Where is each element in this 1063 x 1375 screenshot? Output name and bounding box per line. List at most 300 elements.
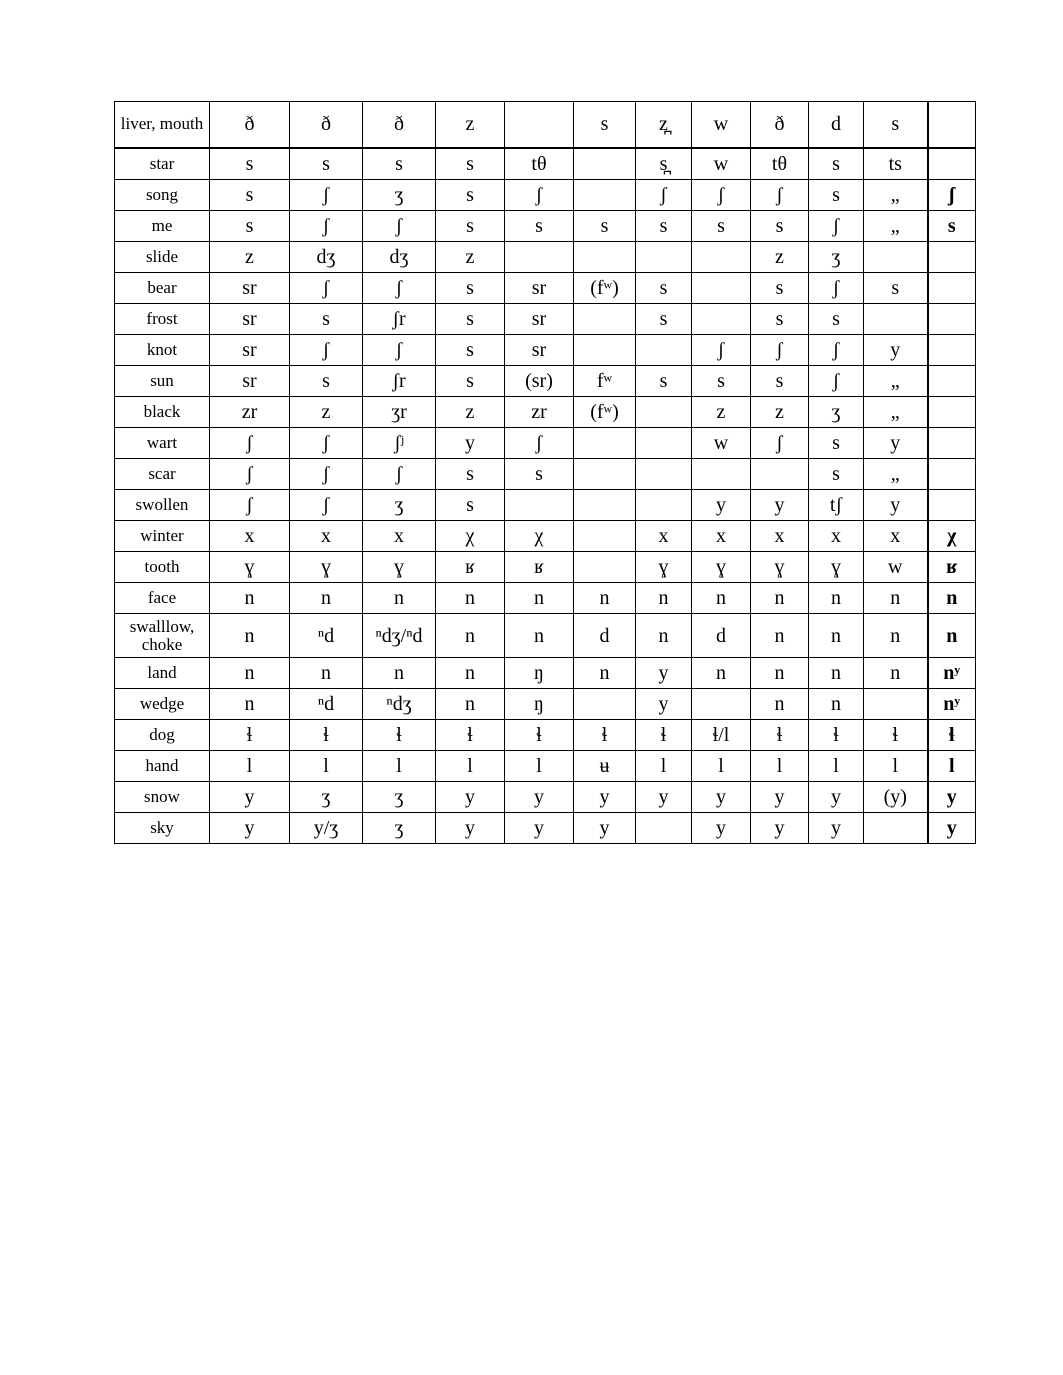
reconstruction-cell: y bbox=[928, 782, 976, 813]
reflex-cell: y bbox=[505, 813, 574, 844]
reflex-cell: w bbox=[692, 102, 751, 148]
reflex-cell: y/ʒ bbox=[290, 813, 363, 844]
reflex-cell bbox=[692, 459, 751, 490]
gloss-cell: me bbox=[115, 211, 210, 242]
reflex-cell: ʃ bbox=[290, 273, 363, 304]
reflex-cell: ʁ bbox=[436, 552, 505, 583]
reflex-cell: ʒ bbox=[290, 782, 363, 813]
reflex-cell: d bbox=[809, 102, 864, 148]
reflex-cell: l bbox=[636, 751, 692, 782]
reflex-cell: s̪ bbox=[636, 148, 692, 180]
correspondence-table bbox=[114, 101, 976, 844]
reflex-cell: ⁿd bbox=[290, 689, 363, 720]
reflex-cell: „ bbox=[864, 211, 928, 242]
reflex-cell: ʃ bbox=[636, 180, 692, 211]
table-row bbox=[115, 211, 976, 242]
reflex-cell: fʷ bbox=[574, 366, 636, 397]
reflex-cell: ɣ bbox=[636, 552, 692, 583]
reconstruction-cell: nʸ bbox=[928, 658, 976, 689]
reflex-cell: w bbox=[692, 148, 751, 180]
table-row bbox=[115, 273, 976, 304]
reflex-cell: n bbox=[636, 614, 692, 658]
reflex-cell: n bbox=[692, 583, 751, 614]
table-row bbox=[115, 148, 976, 180]
reflex-cell: n bbox=[636, 583, 692, 614]
table-row bbox=[115, 782, 976, 813]
reflex-cell: ʃ bbox=[290, 335, 363, 366]
reflex-cell: l bbox=[751, 751, 809, 782]
reflex-cell: „ bbox=[864, 459, 928, 490]
gloss-cell: bear bbox=[115, 273, 210, 304]
table-row bbox=[115, 490, 976, 521]
reflex-cell: ⁿdʒ bbox=[363, 689, 436, 720]
table-row bbox=[115, 751, 976, 782]
reflex-cell: ʃ bbox=[751, 428, 809, 459]
reflex-cell: ɬ bbox=[751, 720, 809, 751]
reflex-cell: y bbox=[574, 813, 636, 844]
reflex-cell bbox=[636, 459, 692, 490]
reflex-cell: ʃ bbox=[363, 211, 436, 242]
reflex-cell: l bbox=[363, 751, 436, 782]
reflex-cell bbox=[574, 490, 636, 521]
reflex-cell: y bbox=[436, 782, 505, 813]
reflex-cell: (fʷ) bbox=[574, 397, 636, 428]
reflex-cell: n bbox=[809, 614, 864, 658]
reflex-cell: z̪ bbox=[636, 102, 692, 148]
reflex-cell bbox=[574, 552, 636, 583]
reflex-cell: s bbox=[436, 180, 505, 211]
reflex-cell: ð bbox=[290, 102, 363, 148]
reflex-cell: ʃ bbox=[210, 459, 290, 490]
reflex-cell: y bbox=[636, 658, 692, 689]
reflex-cell: y bbox=[692, 490, 751, 521]
reflex-cell: ʃ bbox=[505, 428, 574, 459]
reflex-cell: zr bbox=[210, 397, 290, 428]
reflex-cell: n bbox=[290, 658, 363, 689]
reconstruction-cell bbox=[928, 102, 976, 148]
reflex-cell bbox=[692, 242, 751, 273]
reflex-cell: dʒ bbox=[363, 242, 436, 273]
reflex-cell: ɬ bbox=[574, 720, 636, 751]
reflex-cell: zr bbox=[505, 397, 574, 428]
reflex-cell: n bbox=[290, 583, 363, 614]
reflex-cell: z bbox=[290, 397, 363, 428]
reflex-cell: z bbox=[436, 102, 505, 148]
reconstruction-cell: s bbox=[928, 211, 976, 242]
reflex-cell: ʃ bbox=[809, 366, 864, 397]
reflex-cell: ɬ bbox=[636, 720, 692, 751]
reflex-cell: x bbox=[636, 521, 692, 552]
reflex-cell: sr bbox=[210, 273, 290, 304]
reflex-cell: s bbox=[436, 335, 505, 366]
reflex-cell bbox=[505, 490, 574, 521]
table-row bbox=[115, 720, 976, 751]
reflex-cell: n bbox=[751, 658, 809, 689]
reflex-cell: s bbox=[505, 211, 574, 242]
reflex-cell: s bbox=[809, 180, 864, 211]
reflex-cell: l bbox=[436, 751, 505, 782]
reflex-cell: ɣ bbox=[290, 552, 363, 583]
reflex-cell: ʃ bbox=[290, 428, 363, 459]
reflex-cell: n bbox=[809, 689, 864, 720]
gloss-cell: snow bbox=[115, 782, 210, 813]
reflex-cell: s bbox=[436, 148, 505, 180]
reconstruction-cell bbox=[928, 242, 976, 273]
reflex-cell: ʁ bbox=[505, 552, 574, 583]
gloss-cell: sun bbox=[115, 366, 210, 397]
reflex-cell: s bbox=[751, 211, 809, 242]
reflex-cell: n bbox=[210, 583, 290, 614]
reflex-cell: ɣ bbox=[751, 552, 809, 583]
table-row bbox=[115, 658, 976, 689]
table-row bbox=[115, 552, 976, 583]
reflex-cell bbox=[636, 335, 692, 366]
reflex-cell: l bbox=[809, 751, 864, 782]
reflex-cell: y bbox=[574, 782, 636, 813]
reflex-cell: ɬ bbox=[436, 720, 505, 751]
reflex-cell: ʃ bbox=[210, 428, 290, 459]
reflex-cell: ɬ bbox=[210, 720, 290, 751]
reflex-cell: y bbox=[436, 813, 505, 844]
table-row bbox=[115, 689, 976, 720]
reconstruction-cell bbox=[928, 335, 976, 366]
reflex-cell: sr bbox=[210, 335, 290, 366]
reconstruction-cell bbox=[928, 366, 976, 397]
reflex-cell: s bbox=[751, 273, 809, 304]
reflex-cell: n bbox=[436, 583, 505, 614]
reflex-cell: ʒ bbox=[809, 242, 864, 273]
reflex-cell: ŋ bbox=[505, 689, 574, 720]
table-row bbox=[115, 521, 976, 552]
reflex-cell bbox=[636, 397, 692, 428]
gloss-cell: wart bbox=[115, 428, 210, 459]
reflex-cell: sr bbox=[210, 366, 290, 397]
reconstruction-cell bbox=[928, 397, 976, 428]
reflex-cell: ʃ bbox=[751, 335, 809, 366]
reflex-cell: ʃ bbox=[809, 211, 864, 242]
reflex-cell: y bbox=[636, 782, 692, 813]
reflex-cell: n bbox=[505, 614, 574, 658]
reflex-cell: ð bbox=[751, 102, 809, 148]
reflex-cell: ʃ bbox=[809, 335, 864, 366]
reflex-cell: n bbox=[363, 583, 436, 614]
reflex-cell: ts bbox=[864, 148, 928, 180]
reflex-cell: χ bbox=[505, 521, 574, 552]
table-row bbox=[115, 428, 976, 459]
reflex-cell: ʒ bbox=[363, 813, 436, 844]
gloss-cell: song bbox=[115, 180, 210, 211]
reflex-cell bbox=[636, 813, 692, 844]
reflex-cell: s bbox=[636, 366, 692, 397]
reflex-cell: y bbox=[864, 428, 928, 459]
reflex-cell: l bbox=[505, 751, 574, 782]
reflex-cell: ʒ bbox=[363, 782, 436, 813]
reflex-cell: ʒ bbox=[809, 397, 864, 428]
reflex-cell: s bbox=[751, 304, 809, 335]
reflex-cell: n bbox=[864, 583, 928, 614]
reflex-cell: „ bbox=[864, 180, 928, 211]
reflex-cell: s bbox=[290, 366, 363, 397]
reflex-cell bbox=[636, 490, 692, 521]
reflex-cell: y bbox=[864, 335, 928, 366]
reconstruction-cell bbox=[928, 273, 976, 304]
reflex-cell: n bbox=[436, 689, 505, 720]
reconstruction-cell bbox=[928, 490, 976, 521]
reflex-cell: z bbox=[751, 397, 809, 428]
reflex-cell: ð bbox=[363, 102, 436, 148]
reflex-cell bbox=[574, 689, 636, 720]
reflex-cell: y bbox=[636, 689, 692, 720]
reflex-cell: y bbox=[751, 490, 809, 521]
table-row bbox=[115, 304, 976, 335]
reflex-cell: n bbox=[692, 658, 751, 689]
reflex-cell: s bbox=[290, 304, 363, 335]
reflex-cell: x bbox=[290, 521, 363, 552]
gloss-cell: scar bbox=[115, 459, 210, 490]
reflex-cell: y bbox=[864, 490, 928, 521]
reflex-cell: s bbox=[574, 102, 636, 148]
reflex-cell: n bbox=[210, 689, 290, 720]
reconstruction-cell bbox=[928, 459, 976, 490]
reflex-cell: (sr) bbox=[505, 366, 574, 397]
reflex-cell: ʉ bbox=[574, 751, 636, 782]
reconstruction-cell bbox=[928, 428, 976, 459]
reflex-cell: s bbox=[290, 148, 363, 180]
reflex-cell: s bbox=[436, 366, 505, 397]
reconstruction-cell: l bbox=[928, 751, 976, 782]
gloss-cell: star bbox=[115, 148, 210, 180]
reflex-cell: s bbox=[636, 211, 692, 242]
reflex-cell bbox=[864, 689, 928, 720]
reflex-cell: n bbox=[751, 583, 809, 614]
table-row bbox=[115, 242, 976, 273]
reflex-cell bbox=[692, 689, 751, 720]
reflex-cell: n bbox=[436, 614, 505, 658]
gloss-cell: black bbox=[115, 397, 210, 428]
reflex-cell: ʃ bbox=[290, 459, 363, 490]
reflex-cell: n bbox=[574, 658, 636, 689]
reflex-cell: s bbox=[210, 211, 290, 242]
reflex-cell: ʒ bbox=[363, 490, 436, 521]
reflex-cell: tθ bbox=[505, 148, 574, 180]
reflex-cell: ʃ bbox=[692, 335, 751, 366]
reflex-cell: w bbox=[692, 428, 751, 459]
reflex-cell: s bbox=[436, 273, 505, 304]
reflex-cell: y bbox=[692, 782, 751, 813]
table-row bbox=[115, 583, 976, 614]
reflex-cell bbox=[574, 428, 636, 459]
reflex-cell: d bbox=[574, 614, 636, 658]
reflex-cell: y bbox=[809, 782, 864, 813]
reflex-cell: x bbox=[809, 521, 864, 552]
reflex-cell: s bbox=[210, 148, 290, 180]
reflex-cell: s bbox=[636, 304, 692, 335]
reflex-cell: l bbox=[692, 751, 751, 782]
reflex-cell: x bbox=[363, 521, 436, 552]
reconstruction-cell: nʸ bbox=[928, 689, 976, 720]
table-body bbox=[115, 102, 976, 844]
reflex-cell: y bbox=[751, 782, 809, 813]
gloss-cell: knot bbox=[115, 335, 210, 366]
reflex-cell: n bbox=[751, 689, 809, 720]
reflex-cell: ɬ bbox=[290, 720, 363, 751]
table-row bbox=[115, 366, 976, 397]
gloss-cell: liver, mouth bbox=[115, 102, 210, 148]
gloss-cell: swollen bbox=[115, 490, 210, 521]
reflex-cell: (fʷ) bbox=[574, 273, 636, 304]
reflex-cell: n bbox=[809, 583, 864, 614]
reflex-cell: y bbox=[809, 813, 864, 844]
reflex-cell: ð bbox=[210, 102, 290, 148]
reflex-cell: n bbox=[505, 583, 574, 614]
reflex-cell: s bbox=[692, 366, 751, 397]
reflex-cell: „ bbox=[864, 397, 928, 428]
reflex-cell: s bbox=[436, 211, 505, 242]
reflex-cell: w bbox=[864, 552, 928, 583]
reconstruction-cell: n bbox=[928, 614, 976, 658]
reconstruction-cell: ʃ bbox=[928, 180, 976, 211]
reflex-cell: ɣ bbox=[363, 552, 436, 583]
reflex-cell: n bbox=[809, 658, 864, 689]
reconstruction-cell: y bbox=[928, 813, 976, 844]
reflex-cell: z bbox=[210, 242, 290, 273]
reflex-cell: s bbox=[751, 366, 809, 397]
table-row bbox=[115, 335, 976, 366]
reflex-cell: s bbox=[363, 148, 436, 180]
reflex-cell: ʒ bbox=[363, 180, 436, 211]
reflex-cell: z bbox=[436, 397, 505, 428]
reflex-cell: ʒr bbox=[363, 397, 436, 428]
reflex-cell: d bbox=[692, 614, 751, 658]
reflex-cell: s bbox=[436, 304, 505, 335]
reconstruction-cell: ɬ bbox=[928, 720, 976, 751]
reflex-cell: y bbox=[436, 428, 505, 459]
reflex-cell: x bbox=[751, 521, 809, 552]
reflex-cell: ʃ bbox=[751, 180, 809, 211]
reconstruction-cell bbox=[928, 148, 976, 180]
reflex-cell: n bbox=[864, 614, 928, 658]
reflex-cell: x bbox=[210, 521, 290, 552]
reflex-cell: ʃ bbox=[290, 180, 363, 211]
reflex-cell: s bbox=[505, 459, 574, 490]
gloss-cell: land bbox=[115, 658, 210, 689]
reflex-cell: n bbox=[210, 658, 290, 689]
reflex-cell: n bbox=[751, 614, 809, 658]
reconstruction-cell bbox=[928, 304, 976, 335]
reflex-cell bbox=[574, 242, 636, 273]
reflex-cell bbox=[505, 242, 574, 273]
reflex-cell bbox=[692, 304, 751, 335]
reflex-cell: n bbox=[436, 658, 505, 689]
reflex-cell: l bbox=[290, 751, 363, 782]
reflex-cell: sr bbox=[505, 304, 574, 335]
gloss-cell: slide bbox=[115, 242, 210, 273]
reflex-cell: n bbox=[363, 658, 436, 689]
reflex-cell bbox=[574, 521, 636, 552]
table-row bbox=[115, 614, 976, 658]
reflex-cell bbox=[574, 335, 636, 366]
reflex-cell: s bbox=[864, 102, 928, 148]
reflex-cell: ɣ bbox=[210, 552, 290, 583]
reflex-cell: x bbox=[692, 521, 751, 552]
reflex-cell: y bbox=[692, 813, 751, 844]
reconstruction-cell: ʁ bbox=[928, 552, 976, 583]
reflex-cell: n bbox=[864, 658, 928, 689]
gloss-cell: wedge bbox=[115, 689, 210, 720]
reconstruction-cell: n bbox=[928, 583, 976, 614]
reflex-cell: s bbox=[636, 273, 692, 304]
table-row bbox=[115, 813, 976, 844]
reflex-cell: x bbox=[864, 521, 928, 552]
reflex-cell: ɬ bbox=[505, 720, 574, 751]
reflex-cell: z bbox=[751, 242, 809, 273]
table-row bbox=[115, 397, 976, 428]
reflex-cell: s bbox=[809, 459, 864, 490]
reflex-cell: (y) bbox=[864, 782, 928, 813]
reflex-cell: s bbox=[809, 148, 864, 180]
reflex-cell: ɣ bbox=[692, 552, 751, 583]
reflex-cell: s bbox=[210, 180, 290, 211]
reflex-cell: ⁿd bbox=[290, 614, 363, 658]
reflex-cell bbox=[574, 148, 636, 180]
reflex-cell: ŋ bbox=[505, 658, 574, 689]
reflex-cell: tʃ bbox=[809, 490, 864, 521]
reflex-cell: ⁿdʒ/ⁿd bbox=[363, 614, 436, 658]
reflex-cell: s bbox=[864, 273, 928, 304]
gloss-cell: sky bbox=[115, 813, 210, 844]
reflex-cell bbox=[692, 273, 751, 304]
reflex-cell: y bbox=[210, 782, 290, 813]
reflex-cell: dʒ bbox=[290, 242, 363, 273]
reflex-cell: ɬ bbox=[809, 720, 864, 751]
table-row bbox=[115, 459, 976, 490]
reconstruction-cell: χ bbox=[928, 521, 976, 552]
reflex-cell: ʃ bbox=[505, 180, 574, 211]
reflex-cell: z bbox=[692, 397, 751, 428]
reflex-cell: ɬ bbox=[363, 720, 436, 751]
table-row bbox=[115, 102, 976, 148]
reflex-cell bbox=[864, 813, 928, 844]
gloss-cell: winter bbox=[115, 521, 210, 552]
reflex-cell: ʃ bbox=[692, 180, 751, 211]
reflex-cell: y bbox=[210, 813, 290, 844]
reflex-cell bbox=[636, 428, 692, 459]
reflex-cell: „ bbox=[864, 366, 928, 397]
reflex-cell bbox=[574, 180, 636, 211]
gloss-cell: hand bbox=[115, 751, 210, 782]
reflex-cell bbox=[574, 304, 636, 335]
reflex-cell bbox=[864, 304, 928, 335]
reflex-cell: ʃʲ bbox=[363, 428, 436, 459]
gloss-cell: dog bbox=[115, 720, 210, 751]
gloss-cell: swalllow, choke bbox=[115, 614, 210, 658]
reflex-cell: s bbox=[436, 459, 505, 490]
reflex-cell: ʃr bbox=[363, 366, 436, 397]
reflex-cell: tθ bbox=[751, 148, 809, 180]
reflex-cell: ɬ/l bbox=[692, 720, 751, 751]
reflex-cell: y bbox=[751, 813, 809, 844]
reflex-cell: ʃ bbox=[363, 273, 436, 304]
reflex-cell bbox=[751, 459, 809, 490]
reflex-cell: l bbox=[210, 751, 290, 782]
reflex-cell: ʃ bbox=[809, 273, 864, 304]
reflex-cell: s bbox=[809, 428, 864, 459]
reflex-cell: y bbox=[505, 782, 574, 813]
reflex-cell bbox=[864, 242, 928, 273]
reflex-cell: s bbox=[436, 490, 505, 521]
reflex-cell: sr bbox=[505, 335, 574, 366]
reflex-cell: ʃr bbox=[363, 304, 436, 335]
